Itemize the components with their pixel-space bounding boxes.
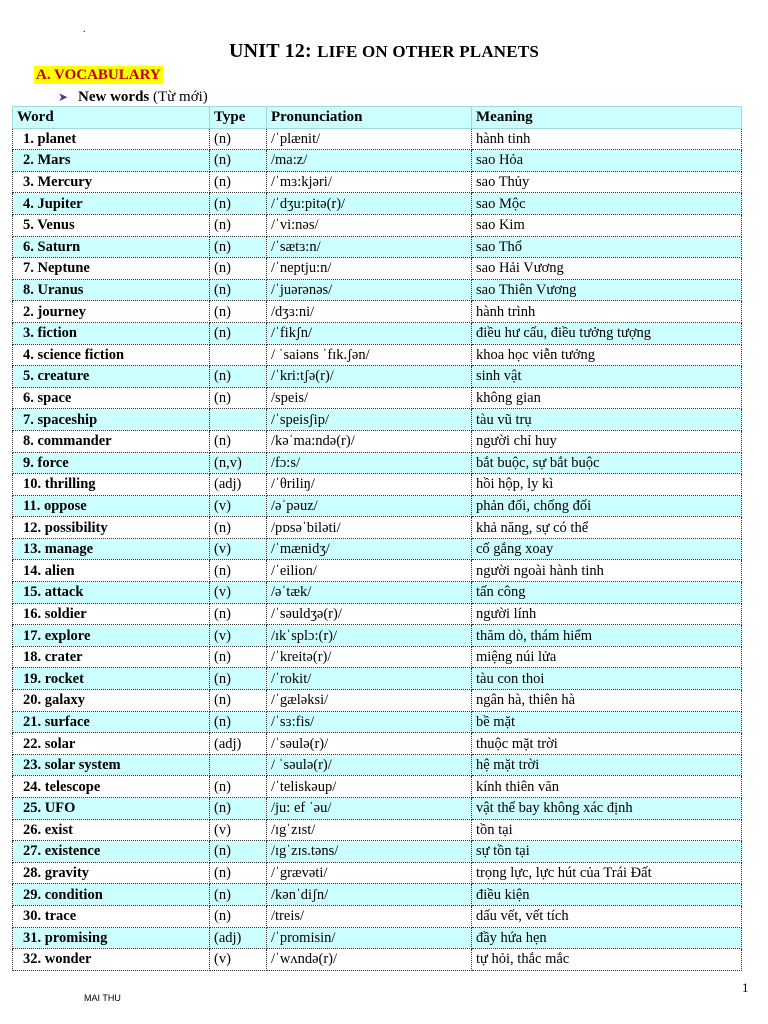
cell-pronunciation: /ˈgrævəti/	[267, 862, 472, 884]
cell-pronunciation: /fɔ:s/	[267, 452, 472, 474]
stray-dot: .	[83, 24, 86, 35]
cell-type: (n)	[210, 603, 267, 625]
cell-meaning: trọng lực, lực hút của Trái Đất	[472, 862, 742, 884]
cell-type	[210, 754, 267, 776]
cell-type: (v)	[210, 582, 267, 604]
cell-word: 7. spaceship	[13, 409, 210, 431]
table-body	[13, 128, 742, 970]
cell-pronunciation: /ɪkˈsplɔ:(r)/	[267, 625, 472, 647]
cell-type: (n)	[210, 214, 267, 236]
cell-meaning: điều kiện	[472, 884, 742, 906]
cell-pronunciation: /ˈfikʃn/	[267, 322, 472, 344]
cell-pronunciation: /ˈθriliŋ/	[267, 474, 472, 496]
section-heading: A. VOCABULARY	[36, 67, 161, 83]
cell-meaning: kính thiên văn	[472, 776, 742, 798]
page-number: 1	[742, 980, 749, 995]
cell-type: (n)	[210, 646, 267, 668]
cell-meaning: vật thể bay không xác định	[472, 798, 742, 820]
cell-type: (n)	[210, 322, 267, 344]
cell-meaning: người ngoài hành tinh	[472, 560, 742, 582]
cell-pronunciation: /ˈkreitə(r)/	[267, 646, 472, 668]
cell-type: (adj)	[210, 927, 267, 949]
cell-word: 3. Mercury	[13, 171, 210, 193]
cell-meaning: thuộc mặt trời	[472, 733, 742, 755]
table-row	[13, 171, 742, 193]
cell-pronunciation: /ɪgˈzɪst/	[267, 819, 472, 841]
cell-word: 23. solar system	[13, 754, 210, 776]
cell-word: 12. possibility	[13, 517, 210, 539]
table-row	[13, 430, 742, 452]
cell-word: 20. galaxy	[13, 690, 210, 712]
cell-type: (n)	[210, 150, 267, 172]
table-row	[13, 344, 742, 366]
cell-word: 28. gravity	[13, 862, 210, 884]
cell-meaning: bề mặt	[472, 711, 742, 733]
cell-pronunciation: /ˈdʒu:pitə(r)/	[267, 193, 472, 215]
cell-type: (n)	[210, 690, 267, 712]
cell-meaning: người lính	[472, 603, 742, 625]
table-row	[13, 517, 742, 539]
cell-pronunciation: /dʒɜ:ni/	[267, 301, 472, 323]
cell-word: 26. exist	[13, 819, 210, 841]
cell-word: 18. crater	[13, 646, 210, 668]
table-row	[13, 690, 742, 712]
cell-pronunciation: /ˈmænidʒ/	[267, 538, 472, 560]
cell-type: (n)	[210, 711, 267, 733]
cell-pronunciation: / ˈsaiəns ˈfɪk.ʃən/	[267, 344, 472, 366]
cell-meaning: đầy hứa hẹn	[472, 927, 742, 949]
cell-meaning: tồn tại	[472, 819, 742, 841]
cell-meaning: tự hỏi, thắc mắc	[472, 949, 742, 971]
cell-word: 22. solar	[13, 733, 210, 755]
cell-type: (n)	[210, 560, 267, 582]
cell-pronunciation: /ˈgæləksi/	[267, 690, 472, 712]
cell-meaning: phản đối, chống đối	[472, 495, 742, 517]
table-row	[13, 905, 742, 927]
table-row	[13, 927, 742, 949]
cell-meaning: hệ mặt trời	[472, 754, 742, 776]
table-row	[13, 301, 742, 323]
cell-meaning: miệng núi lửa	[472, 646, 742, 668]
cell-meaning: người chỉ huy	[472, 430, 742, 452]
cell-pronunciation: /speis/	[267, 387, 472, 409]
table-row	[13, 214, 742, 236]
table-row	[13, 258, 742, 280]
cell-type: (n)	[210, 301, 267, 323]
cell-word: 29. condition	[13, 884, 210, 906]
table-row	[13, 474, 742, 496]
table-header-row	[13, 107, 742, 129]
cell-word: 6. space	[13, 387, 210, 409]
cell-pronunciation: /ma:z/	[267, 150, 472, 172]
cell-meaning: sự tồn tại	[472, 841, 742, 863]
cell-meaning: sao Hỏa	[472, 150, 742, 172]
cell-type: (v)	[210, 495, 267, 517]
cell-meaning: tàu vũ trụ	[472, 409, 742, 431]
cell-word: 4. science fiction	[13, 344, 210, 366]
title-unit: UNIT 12:	[228, 40, 312, 62]
cell-word: 30. trace	[13, 905, 210, 927]
cell-type: (n)	[210, 430, 267, 452]
cell-meaning: sao Hải Vương	[472, 258, 742, 280]
cell-meaning: hồi hộp, ly kì	[472, 474, 742, 496]
cell-word: 27. existence	[13, 841, 210, 863]
cell-pronunciation: /ɪgˈzɪs.təns/	[267, 841, 472, 863]
table-row	[13, 387, 742, 409]
cell-type: (n)	[210, 366, 267, 388]
cell-pronunciation: /kəˈma:ndə(r)/	[267, 430, 472, 452]
cell-word: 1. planet	[13, 128, 210, 150]
cell-pronunciation: /ˈrokit/	[267, 668, 472, 690]
cell-word: 19. rocket	[13, 668, 210, 690]
cell-type: (n)	[210, 387, 267, 409]
cell-pronunciation: /ˈsəuldʒə(r)/	[267, 603, 472, 625]
cell-meaning: ngân hà, thiên hà	[472, 690, 742, 712]
cell-type: (n)	[210, 128, 267, 150]
footer-author: MAI THU	[84, 993, 121, 1003]
table-row	[13, 560, 742, 582]
cell-pronunciation: /ˈkri:tʃə(r)/	[267, 366, 472, 388]
cell-type: (n)	[210, 171, 267, 193]
cell-type: (v)	[210, 819, 267, 841]
cell-pronunciation: /ˈjuərənəs/	[267, 279, 472, 301]
cell-type: (adj)	[210, 733, 267, 755]
cell-word: 31. promising	[13, 927, 210, 949]
cell-pronunciation: /ˈmɜ:kjəri/	[267, 171, 472, 193]
table-row	[13, 452, 742, 474]
cell-word: 2. Mars	[13, 150, 210, 172]
table-row	[13, 279, 742, 301]
table-row	[13, 733, 742, 755]
cell-type: (v)	[210, 949, 267, 971]
bullet-arrow-icon: ➤	[58, 90, 69, 104]
table-row	[13, 646, 742, 668]
cell-meaning: điều hư cấu, điều tưởng tượng	[472, 322, 742, 344]
cell-type: (n)	[210, 193, 267, 215]
cell-word: 9. force	[13, 452, 210, 474]
cell-type	[210, 344, 267, 366]
cell-meaning: tấn công	[472, 582, 742, 604]
cell-word: 7. Neptune	[13, 258, 210, 280]
cell-pronunciation: /ˈspeisʃip/	[267, 409, 472, 431]
table-row	[13, 236, 742, 258]
cell-type: (v)	[210, 538, 267, 560]
cell-pronunciation: /ˈeilion/	[267, 560, 472, 582]
table-row	[13, 711, 742, 733]
table-row	[13, 949, 742, 971]
subheading-note: (Từ mới)	[153, 89, 208, 105]
cell-meaning: sinh vật	[472, 366, 742, 388]
table-row	[13, 819, 742, 841]
cell-type: (n)	[210, 279, 267, 301]
cell-type: (n,v)	[210, 452, 267, 474]
cell-meaning: hành trình	[472, 301, 742, 323]
cell-word: 8. Uranus	[13, 279, 210, 301]
table-row	[13, 322, 742, 344]
cell-word: 17. explore	[13, 625, 210, 647]
table-row	[13, 366, 742, 388]
cell-pronunciation: /pɒsəˈbiləti/	[267, 517, 472, 539]
cell-type: (n)	[210, 258, 267, 280]
cell-word: 15. attack	[13, 582, 210, 604]
cell-word: 25. UFO	[13, 798, 210, 820]
cell-meaning: sao Thổ	[472, 236, 742, 258]
cell-type: (n)	[210, 517, 267, 539]
cell-word: 24. telescope	[13, 776, 210, 798]
cell-pronunciation: /əˈpəuz/	[267, 495, 472, 517]
table-row	[13, 495, 742, 517]
table-row	[13, 841, 742, 863]
table-row	[13, 409, 742, 431]
table-row	[13, 625, 742, 647]
cell-word: 8. commander	[13, 430, 210, 452]
cell-word: 3. fiction	[13, 322, 210, 344]
cell-meaning: sao Kim	[472, 214, 742, 236]
cell-word: 10. thrilling	[13, 474, 210, 496]
subheading-bold: New words	[78, 89, 150, 105]
table-row	[13, 128, 742, 150]
cell-meaning: không gian	[472, 387, 742, 409]
cell-meaning: sao Mộc	[472, 193, 742, 215]
cell-type: (n)	[210, 884, 267, 906]
cell-type: (n)	[210, 236, 267, 258]
cell-word: 32. wonder	[13, 949, 210, 971]
cell-type: (n)	[210, 862, 267, 884]
cell-meaning: bắt buộc, sự bắt buộc	[472, 452, 742, 474]
cell-pronunciation: /ju: ef ˈəu/	[267, 798, 472, 820]
column-header-pronunciation: Pronunciation	[267, 107, 472, 129]
cell-word: 6. Saturn	[13, 236, 210, 258]
cell-meaning: dấu vết, vết tích	[472, 905, 742, 927]
cell-pronunciation: /ˈwʌndə(r)/	[267, 949, 472, 971]
cell-meaning: thăm dò, thám hiểm	[472, 625, 742, 647]
table-row	[13, 193, 742, 215]
cell-type: (v)	[210, 625, 267, 647]
cell-pronunciation: /ˈpromisin/	[267, 927, 472, 949]
table-row	[13, 862, 742, 884]
cell-pronunciation: /ˈplænit/	[267, 128, 472, 150]
table-row	[13, 668, 742, 690]
cell-pronunciation: /ˈsætɜ:n/	[267, 236, 472, 258]
cell-meaning: tàu con thoi	[472, 668, 742, 690]
cell-type: (n)	[210, 841, 267, 863]
title-topic: LIFE ON OTHER PLANETS	[317, 42, 540, 61]
cell-word: 5. Venus	[13, 214, 210, 236]
table-row	[13, 538, 742, 560]
cell-meaning: hành tinh	[472, 128, 742, 150]
table-row	[13, 754, 742, 776]
cell-meaning: cố gắng xoay	[472, 538, 742, 560]
column-header-meaning: Meaning	[472, 107, 742, 129]
cell-meaning: khả năng, sự có thể	[472, 517, 742, 539]
cell-pronunciation: /əˈtæk/	[267, 582, 472, 604]
cell-pronunciation: /ˈneptju:n/	[267, 258, 472, 280]
cell-word: 4. Jupiter	[13, 193, 210, 215]
column-header-word: Word	[13, 107, 210, 129]
cell-word: 2. journey	[13, 301, 210, 323]
cell-pronunciation: /kənˈdiʃn/	[267, 884, 472, 906]
table-row	[13, 150, 742, 172]
table-row	[13, 884, 742, 906]
column-header-type: Type	[210, 107, 267, 129]
cell-word: 11. oppose	[13, 495, 210, 517]
vocabulary-table	[12, 106, 742, 971]
subheading	[58, 88, 208, 106]
cell-word: 16. soldier	[13, 603, 210, 625]
cell-pronunciation: / ˈsəulə(r)/	[267, 754, 472, 776]
table-row	[13, 798, 742, 820]
cell-type: (n)	[210, 668, 267, 690]
cell-type: (n)	[210, 905, 267, 927]
cell-meaning: khoa học viễn tưởng	[472, 344, 742, 366]
cell-type: (n)	[210, 776, 267, 798]
page-title	[0, 40, 768, 63]
table-row	[13, 603, 742, 625]
table-row	[13, 582, 742, 604]
cell-pronunciation: /treis/	[267, 905, 472, 927]
table-row	[13, 776, 742, 798]
cell-word: 13. manage	[13, 538, 210, 560]
cell-type	[210, 409, 267, 431]
cell-type: (n)	[210, 798, 267, 820]
cell-pronunciation: /ˈteliskəup/	[267, 776, 472, 798]
cell-meaning: sao Thiên Vương	[472, 279, 742, 301]
cell-type: (adj)	[210, 474, 267, 496]
cell-pronunciation: /ˈvi:nəs/	[267, 214, 472, 236]
cell-pronunciation: /ˈsəulə(r)/	[267, 733, 472, 755]
cell-word: 14. alien	[13, 560, 210, 582]
cell-pronunciation: /ˈsɜ:fis/	[267, 711, 472, 733]
cell-meaning: sao Thủy	[472, 171, 742, 193]
cell-word: 21. surface	[13, 711, 210, 733]
cell-word: 5. creature	[13, 366, 210, 388]
